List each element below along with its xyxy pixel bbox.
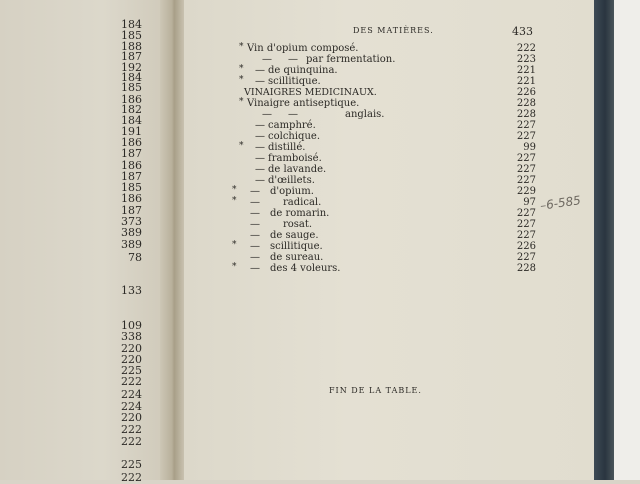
entry-page-number: 222 [516,43,536,54]
left-page-number: 187 [121,170,142,183]
entry-star-marker: * [239,42,244,52]
entry-title: radical. [283,197,322,208]
entry-page-number: 227 [516,164,536,175]
left-page-number: 186 [121,159,142,172]
left-page-number: 192 [121,61,142,74]
entry-star-marker: * [239,97,244,107]
left-page [0,0,172,480]
left-page-number: 222 [121,435,142,448]
left-page-number: 188 [121,40,142,53]
left-page-number: 220 [121,342,142,355]
left-page-number: 187 [121,50,142,63]
left-page-number: 220 [121,411,142,424]
entry-page-number: 227 [516,120,536,131]
left-page-number: 185 [121,81,142,94]
entry-title: Vin d'opium composé. [247,43,359,54]
entry-title: scillitique. [270,241,323,252]
left-page-number: 338 [121,330,142,343]
entry-page-number: 226 [516,241,536,252]
entry-title: scillitique. [268,76,321,87]
entry-star-marker: * [239,141,244,151]
entry-star-marker: * [239,64,244,74]
left-page-number: 78 [128,251,142,264]
entry-star-marker: * [232,240,237,250]
entry-ditto-dash: — [250,241,260,252]
left-page-number: 185 [121,181,142,194]
entry-page-number: 228 [516,109,536,120]
entry-ditto-dash: — [255,76,265,87]
entry-page-number: 99 [523,142,536,153]
entry-ditto-dash: — [255,65,265,76]
entry-ditto-dash: — [255,164,265,175]
entry-ditto-dash: — [250,186,260,197]
entry-ditto-dash: — [250,263,260,274]
running-header: DES MATIÈRES. [353,26,434,35]
left-page-number: 184 [121,18,142,31]
backdrop [614,0,640,480]
left-page-number: 224 [121,388,142,401]
entry-star-marker: * [232,262,237,272]
entry-title: d'œillets. [268,175,315,186]
entry-title: distillé. [268,142,306,153]
entry-title: rosat. [283,219,313,230]
entry-ditto-dash: — [255,153,265,164]
entry-ditto-dash: — [250,208,260,219]
entry-page-number: 221 [516,65,536,76]
left-page-number: 187 [121,204,142,217]
left-page-number: 184 [121,71,142,84]
handwritten-note: –6-585 [539,193,582,213]
entry-title: de lavande. [268,164,327,175]
entry-ditto-dash: — [262,54,272,65]
entry-page-number: 227 [516,252,536,263]
entry-page-number: 227 [516,219,536,230]
entry-title: camphré. [268,120,316,131]
entry-ditto-dash: — [262,109,272,120]
entry-star-marker: * [232,185,237,195]
entry-page-number: 227 [516,153,536,164]
entry-title: VINAIGRES MEDICINAUX. [244,87,377,98]
left-page-number: 186 [121,136,142,149]
left-page-number: 185 [121,29,142,42]
left-page-number: 187 [121,147,142,160]
entry-page-number: 227 [516,131,536,142]
entry-ditto-dash: — [255,131,265,142]
left-page-number: 182 [121,103,142,116]
entry-page-number: 97 [523,197,536,208]
entry-ditto-dash: — [255,175,265,186]
entry-title: des 4 voleurs. [270,263,341,274]
entry-page-number: 227 [516,175,536,186]
entry-ditto-dash: — [288,54,298,65]
entry-ditto-dash: — [255,120,265,131]
end-of-table: FIN DE LA TABLE. [329,386,422,395]
book-gutter [160,0,186,480]
entry-ditto-dash: — [250,197,260,208]
entry-ditto-dash: — [255,142,265,153]
entry-ditto-dash: — [250,252,260,263]
entry-title: Vinaigre antiseptique. [247,98,360,109]
entry-page-number: 221 [516,76,536,87]
page-number: 433 [512,25,533,38]
entry-title: de sauge. [270,230,319,241]
entry-star-marker: * [239,75,244,85]
left-page-number: 220 [121,353,142,366]
entry-ditto-dash: — [288,109,298,120]
left-page-number: 224 [121,400,142,413]
entry-page-number: 228 [516,263,536,274]
entry-title: de romarin. [270,208,330,219]
entry-title: par fermentation. [306,54,396,65]
left-page-number: 225 [121,458,142,471]
entry-page-number: 223 [516,54,536,65]
entry-title: de quinquina. [268,65,338,76]
left-page-number: 389 [121,238,142,251]
entry-title: de sureau. [270,252,324,263]
entry-page-number: 228 [516,98,536,109]
left-page-number: 222 [121,471,142,484]
left-page-number: 186 [121,192,142,205]
entry-title: anglais. [345,109,385,120]
left-page-number: 225 [121,364,142,377]
entry-page-number: 226 [516,87,536,98]
left-page-number: 373 [121,215,142,228]
left-page-number: 191 [121,125,142,138]
book-cover-edge [594,0,616,480]
entry-page-number: 227 [516,208,536,219]
left-page-number: 186 [121,93,142,106]
entry-title: d'opium. [270,186,314,197]
left-page-number: 184 [121,114,142,127]
left-page-number: 222 [121,423,142,436]
entry-ditto-dash: — [250,219,260,230]
left-page-number: 222 [121,375,142,388]
entry-title: colchique. [268,131,320,142]
entry-title: framboisé. [268,153,322,164]
entry-star-marker: * [232,196,237,206]
left-page-number: 133 [121,284,142,297]
entry-ditto-dash: — [250,230,260,241]
entry-page-number: 227 [516,230,536,241]
entry-page-number: 229 [516,186,536,197]
left-page-number: 389 [121,226,142,239]
left-page-number: 109 [121,319,142,332]
